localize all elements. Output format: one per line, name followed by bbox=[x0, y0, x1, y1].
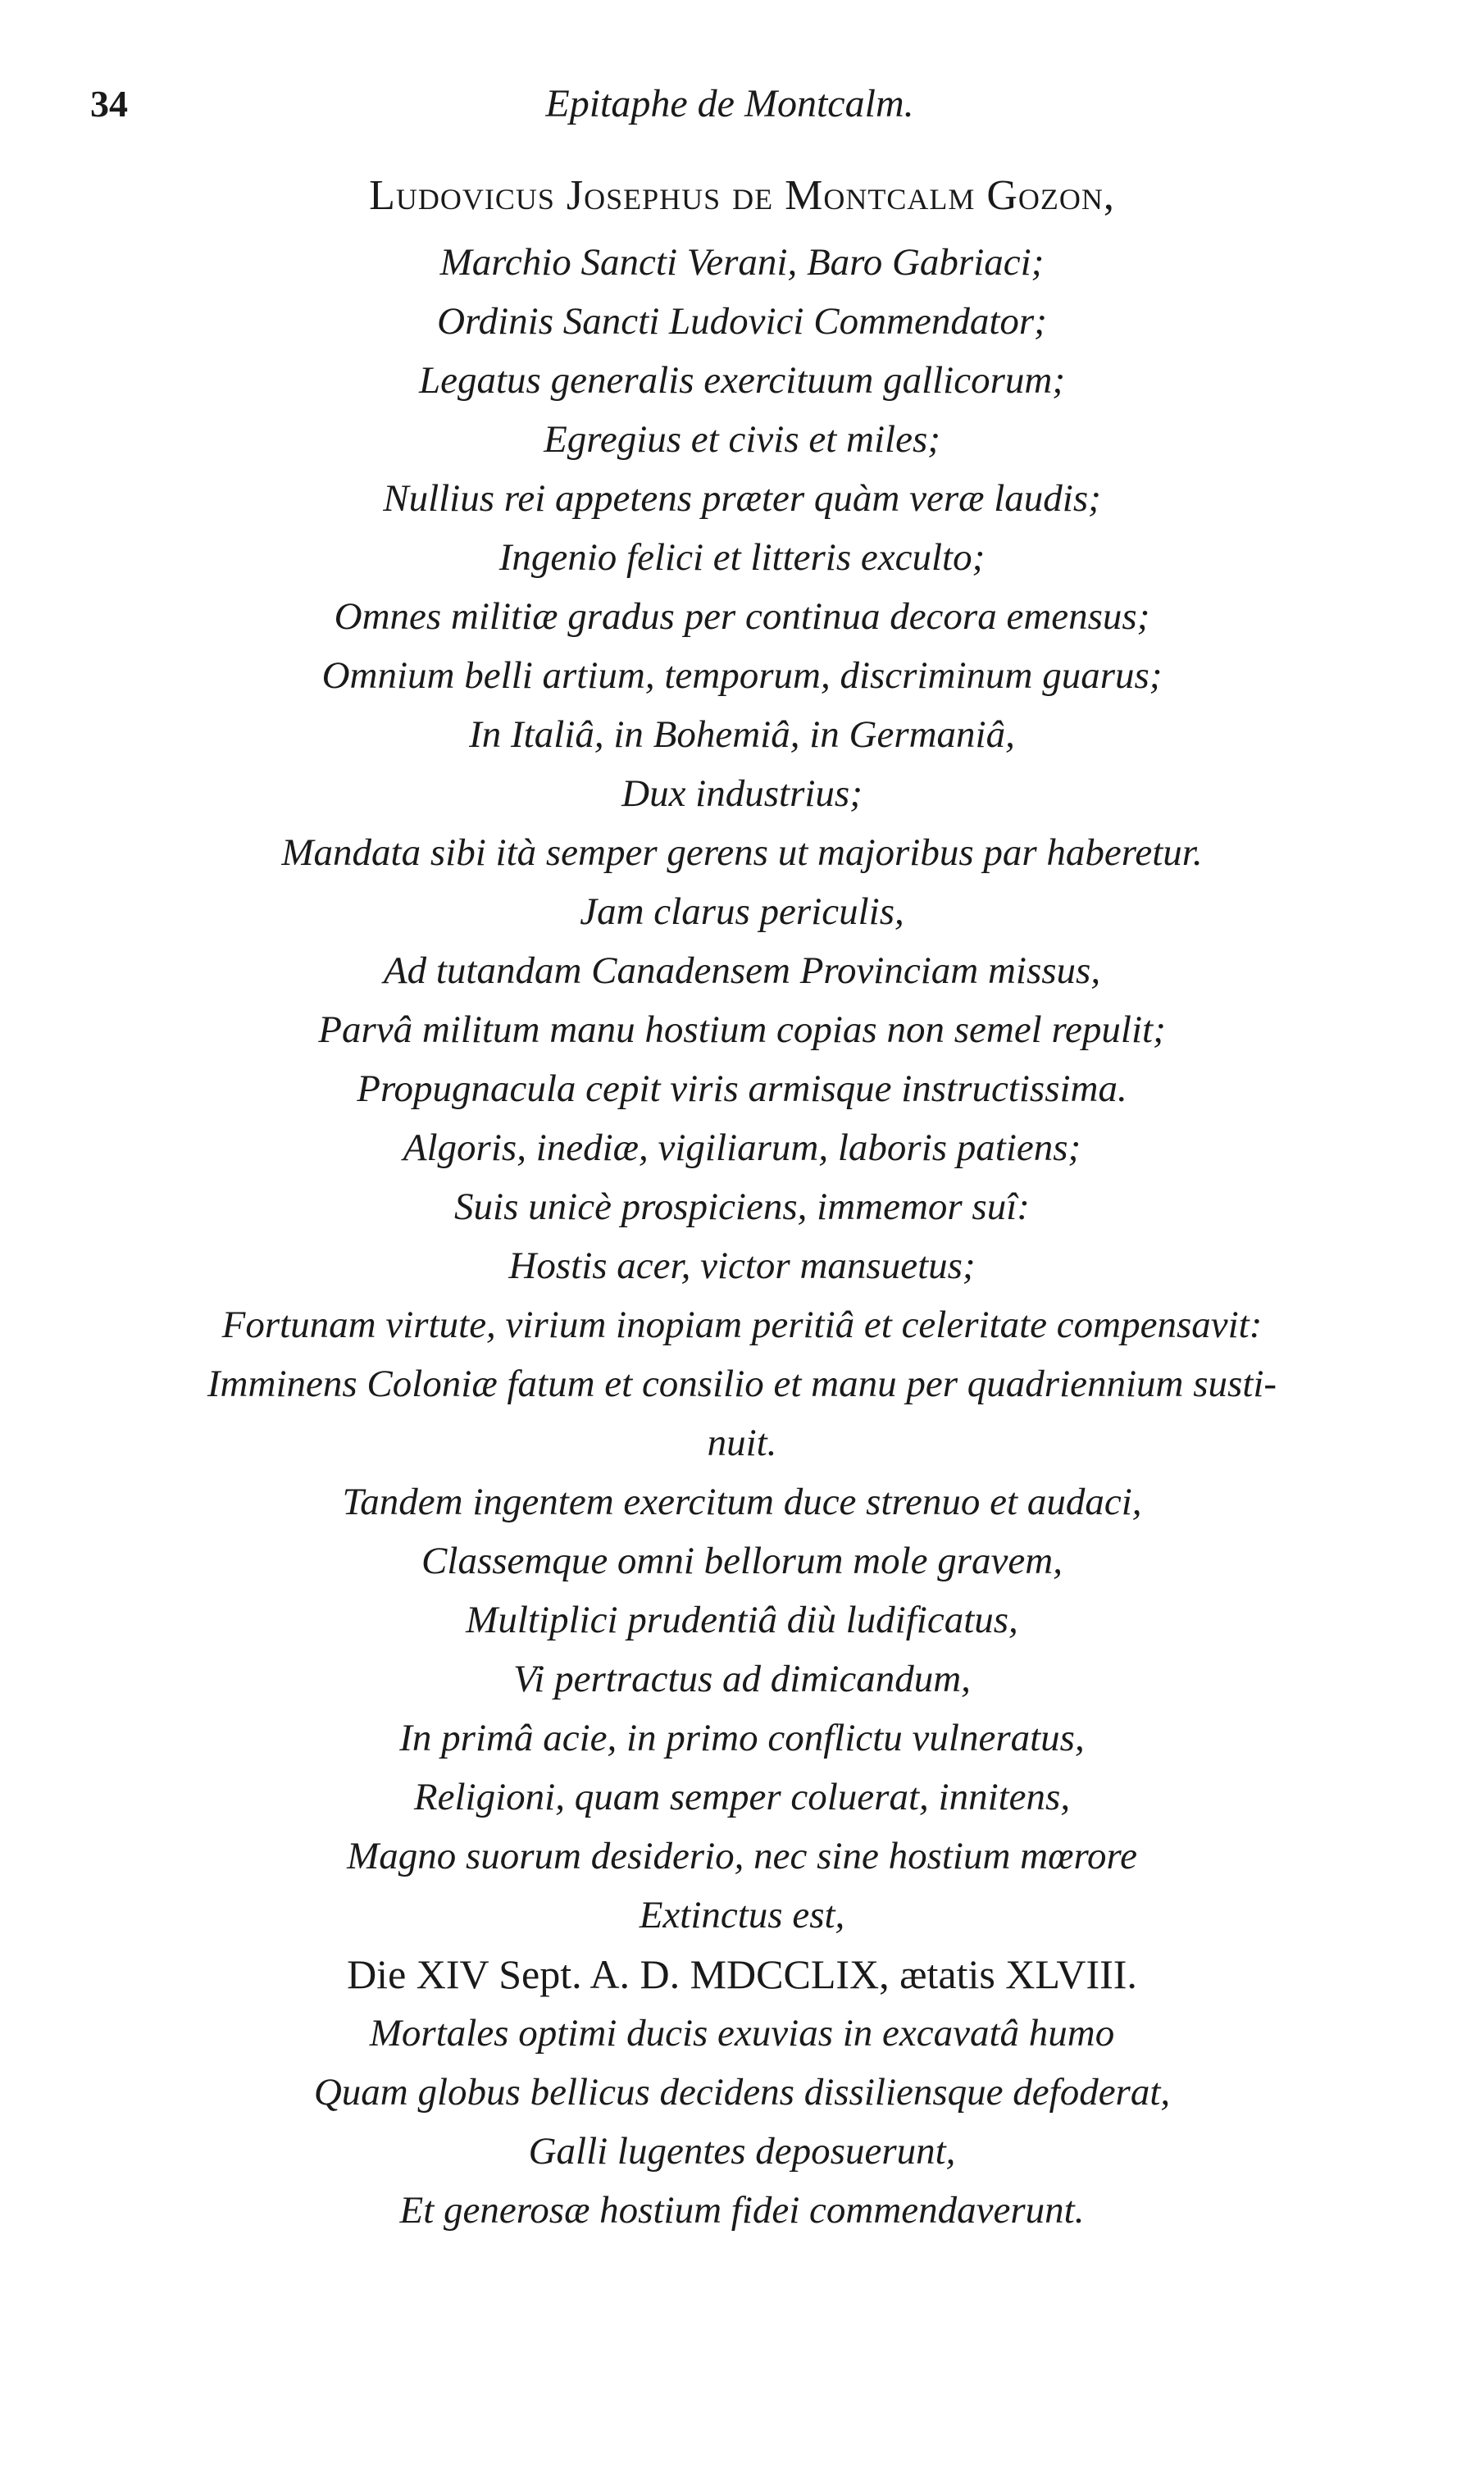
epitaph-line: Galli lugentes deposuerunt, bbox=[528, 2130, 956, 2173]
epitaph-line: Religioni, quam semper coluerat, innitens, bbox=[413, 1776, 1071, 1818]
epitaph-line: Ingenio felici et litteris exculto; bbox=[498, 536, 986, 579]
epitaph-line: Imminens Coloniæ fatum et consilio et manu per quadriennium susti- bbox=[207, 1363, 1277, 1405]
epitaph-line: Egregius et civis et miles; bbox=[544, 418, 940, 461]
epitaph-line: In Italiâ, in Bohemiâ, in Germaniâ, bbox=[469, 713, 1015, 756]
epitaph-line: Marchio Sancti Verani, Baro Gabriaci; bbox=[439, 241, 1045, 284]
epitaph-date-line: Die XIV Sept. A. D. MDCCLIX, ætatis XLVIII. bbox=[347, 1951, 1137, 1997]
epitaph-line: nuit. bbox=[707, 1422, 777, 1464]
epitaph-line: Algoris, inediæ, vigiliarum, laboris patiens; bbox=[403, 1126, 1081, 1169]
epitaph-line: Parvâ militum manu hostium copias non semel repulit; bbox=[318, 1008, 1166, 1051]
epitaph-line: Omnes militiæ gradus per continua decora emensus; bbox=[334, 595, 1150, 638]
epitaph-line: Ad tutandam Canadensem Provinciam missus, bbox=[383, 949, 1101, 992]
epitaph-line: Dux industrius; bbox=[621, 772, 863, 815]
epitaph-title: Ludovicus Josephus de Montcalm Gozon, bbox=[369, 172, 1115, 219]
epitaph-line: Legatus generalis exercituum gallicorum; bbox=[419, 359, 1065, 402]
epitaph-line: Nullius rei appetens præter quàm veræ laudis; bbox=[383, 477, 1101, 520]
epitaph-line: Jam clarus periculis, bbox=[580, 890, 904, 933]
epitaph-line: Multiplici prudentiâ diù ludificatus, bbox=[466, 1599, 1018, 1641]
epitaph-line: Et generosæ hostium fidei commendaverunt. bbox=[399, 2189, 1085, 2232]
page-number: 34 bbox=[90, 83, 128, 125]
page-header bbox=[90, 75, 1369, 133]
epitaph-line: Ordinis Sancti Ludovici Commendator; bbox=[437, 300, 1047, 343]
running-head: Epitaphe de Montcalm. bbox=[545, 82, 914, 125]
epitaph-line: Mortales optimi ducis exuvias in excavatâ humo bbox=[369, 2012, 1115, 2055]
epitaph-line: Classemque omni bellorum mole gravem, bbox=[421, 1540, 1063, 1582]
epitaph-line: Magno suorum desiderio, nec sine hostium mœrore bbox=[347, 1835, 1137, 1877]
epitaph-line: Fortunam virtute, virium inopiam peritiâ et celeritate compensavit: bbox=[221, 1304, 1263, 1346]
epitaph-line: Omnium belli artium, temporum, discriminum guarus; bbox=[321, 654, 1163, 697]
epitaph-line: Extinctus est, bbox=[639, 1894, 845, 1936]
epitaph-line: Vi pertractus ad dimicandum, bbox=[513, 1658, 971, 1700]
epitaph-line: Hostis acer, victor mansuetus; bbox=[508, 1245, 976, 1287]
epitaph-line: Quam globus bellicus decidens dissiliensque defoderat, bbox=[313, 2071, 1171, 2114]
epitaph-line: In primâ acie, in primo conflictu vulneratus, bbox=[399, 1717, 1085, 1759]
epitaph-text bbox=[82, 233, 1402, 2240]
epitaph-line: Suis unicè prospiciens, immemor suî: bbox=[454, 1185, 1030, 1228]
epitaph-line: Tandem ingentem exercitum duce strenuo et audaci, bbox=[342, 1481, 1142, 1523]
epitaph-line: Mandata sibi ità semper gerens ut majoribus par haberetur. bbox=[281, 831, 1203, 874]
epitaph-line: Propugnacula cepit viris armisque instructissima. bbox=[357, 1067, 1127, 1110]
